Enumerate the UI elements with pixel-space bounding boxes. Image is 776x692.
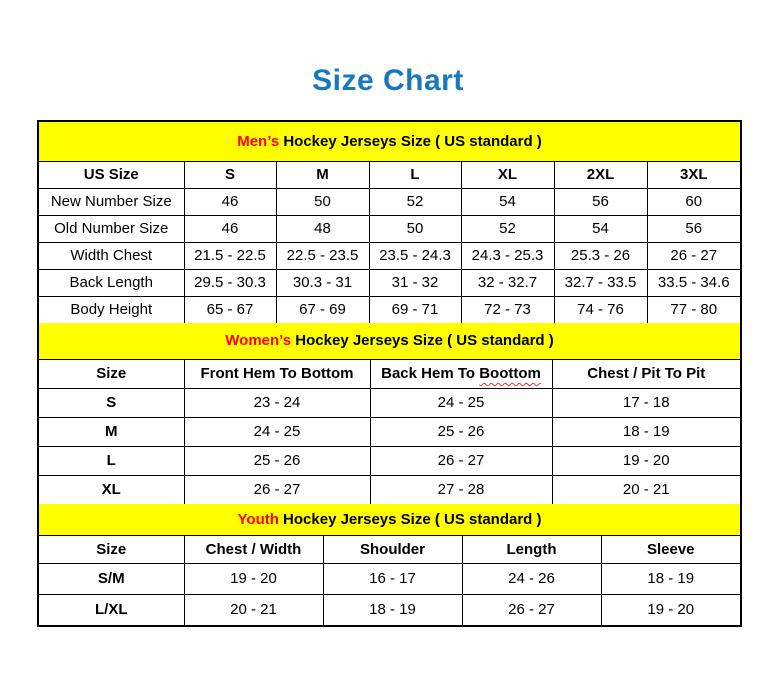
- column-header: Length: [462, 535, 601, 563]
- column-header: Sleeve: [601, 535, 740, 563]
- size-value-cell: 24.3 - 25.3: [461, 242, 554, 269]
- size-value-cell: 67 - 69: [276, 296, 369, 323]
- column-header-row: [39, 359, 740, 388]
- column-header: 2XL: [554, 161, 647, 188]
- row-label: Body Height: [39, 296, 184, 323]
- column-header: L: [369, 161, 461, 188]
- size-value-cell: 23 - 24: [184, 388, 370, 417]
- size-row: [39, 475, 740, 504]
- size-value-cell: 18 - 19: [601, 563, 740, 594]
- row-label: M: [39, 417, 184, 446]
- size-value-cell: 27 - 28: [370, 475, 552, 504]
- misspelled-word: Boottom: [479, 365, 541, 382]
- size-value-cell: 48: [276, 215, 369, 242]
- size-value-cell: 52: [461, 215, 554, 242]
- section-name-rest: Hockey Jerseys Size ( US standard ): [278, 510, 542, 528]
- size-row: [39, 563, 740, 594]
- size-value-cell: 20 - 21: [552, 475, 740, 504]
- size-value-cell: 25 - 26: [184, 446, 370, 475]
- column-header-row: [39, 535, 740, 563]
- column-header: Shoulder: [323, 535, 462, 563]
- size-value-cell: 24 - 25: [370, 388, 552, 417]
- row-label: Back Length: [39, 269, 184, 296]
- size-row: [39, 188, 740, 215]
- column-header: Size: [39, 359, 184, 388]
- section-name-rest: Hockey Jerseys Size ( US standard ): [291, 332, 554, 350]
- size-value-cell: 52: [369, 188, 461, 215]
- size-value-cell: 20 - 21: [184, 594, 323, 625]
- column-header: Front Hem To Bottom: [184, 359, 370, 388]
- size-value-cell: 19 - 20: [552, 446, 740, 475]
- section-table-mens: [39, 122, 740, 323]
- row-label: S: [39, 388, 184, 417]
- size-value-cell: 19 - 20: [184, 563, 323, 594]
- column-header-row: [39, 161, 740, 188]
- section-banner-row: [39, 122, 740, 161]
- size-value-cell: 16 - 17: [323, 563, 462, 594]
- column-header: M: [276, 161, 369, 188]
- section-banner-mens: [39, 122, 740, 161]
- size-value-cell: 18 - 19: [323, 594, 462, 625]
- size-value-cell: 32.7 - 33.5: [554, 269, 647, 296]
- size-value-cell: 50: [369, 215, 461, 242]
- column-header: Chest / Pit To Pit: [552, 359, 740, 388]
- row-label: Width Chest: [39, 242, 184, 269]
- size-value-cell: 56: [554, 188, 647, 215]
- size-value-cell: 26 - 27: [370, 446, 552, 475]
- size-value-cell: 26 - 27: [462, 594, 601, 625]
- size-value-cell: 17 - 18: [552, 388, 740, 417]
- column-header: Chest / Width: [184, 535, 323, 563]
- size-value-cell: 46: [184, 188, 276, 215]
- size-value-cell: 54: [461, 188, 554, 215]
- size-row: [39, 446, 740, 475]
- size-value-cell: 72 - 73: [461, 296, 554, 323]
- size-row: [39, 417, 740, 446]
- column-header: 3XL: [647, 161, 740, 188]
- section-name-highlight: Men’s: [237, 132, 280, 150]
- size-value-cell: 31 - 32: [369, 269, 461, 296]
- size-row: [39, 215, 740, 242]
- size-value-cell: 32 - 32.7: [461, 269, 554, 296]
- size-row: [39, 388, 740, 417]
- size-value-cell: 19 - 20: [601, 594, 740, 625]
- section-banner-row: [39, 504, 740, 535]
- size-value-cell: 46: [184, 215, 276, 242]
- size-row: [39, 269, 740, 296]
- section-name-highlight: Women’s: [225, 332, 292, 350]
- size-value-cell: 25.3 - 26: [554, 242, 647, 269]
- column-header: XL: [461, 161, 554, 188]
- column-header: US Size: [39, 161, 184, 188]
- size-value-cell: 74 - 76: [554, 296, 647, 323]
- size-value-cell: 50: [276, 188, 369, 215]
- size-row: [39, 242, 740, 269]
- row-label: New Number Size: [39, 188, 184, 215]
- size-value-cell: 30.3 - 31: [276, 269, 369, 296]
- section-banner-youth: [39, 504, 740, 535]
- size-row: [39, 296, 740, 323]
- column-header: S: [184, 161, 276, 188]
- section-name-rest: Hockey Jerseys Size ( US standard ): [279, 132, 542, 150]
- size-value-cell: 23.5 - 24.3: [369, 242, 461, 269]
- section-banner-womens: [39, 323, 740, 359]
- column-header: Back Hem To Boottom: [370, 359, 552, 388]
- size-value-cell: 24 - 26: [462, 563, 601, 594]
- size-value-cell: 26 - 27: [184, 475, 370, 504]
- size-value-cell: 26 - 27: [647, 242, 740, 269]
- row-label: S/M: [39, 563, 184, 594]
- row-label: L/XL: [39, 594, 184, 625]
- size-value-cell: 33.5 - 34.6: [647, 269, 740, 296]
- size-row: [39, 594, 740, 625]
- size-value-cell: 24 - 25: [184, 417, 370, 446]
- section-banner-row: [39, 323, 740, 359]
- column-header: Size: [39, 535, 184, 563]
- section-table-youth: [39, 504, 740, 625]
- size-value-cell: 77 - 80: [647, 296, 740, 323]
- size-value-cell: 18 - 19: [552, 417, 740, 446]
- row-label: Old Number Size: [39, 215, 184, 242]
- size-chart-tables: [37, 120, 742, 627]
- size-value-cell: 69 - 71: [369, 296, 461, 323]
- size-value-cell: 29.5 - 30.3: [184, 269, 276, 296]
- section-name-highlight: Youth: [237, 510, 279, 528]
- size-value-cell: 21.5 - 22.5: [184, 242, 276, 269]
- row-label: L: [39, 446, 184, 475]
- size-value-cell: 65 - 67: [184, 296, 276, 323]
- page-title: Size Chart: [312, 64, 464, 97]
- size-value-cell: 22.5 - 23.5: [276, 242, 369, 269]
- section-table-womens: [39, 323, 740, 504]
- size-value-cell: 25 - 26: [370, 417, 552, 446]
- size-value-cell: 56: [647, 215, 740, 242]
- row-label: XL: [39, 475, 184, 504]
- size-value-cell: 60: [647, 188, 740, 215]
- size-value-cell: 54: [554, 215, 647, 242]
